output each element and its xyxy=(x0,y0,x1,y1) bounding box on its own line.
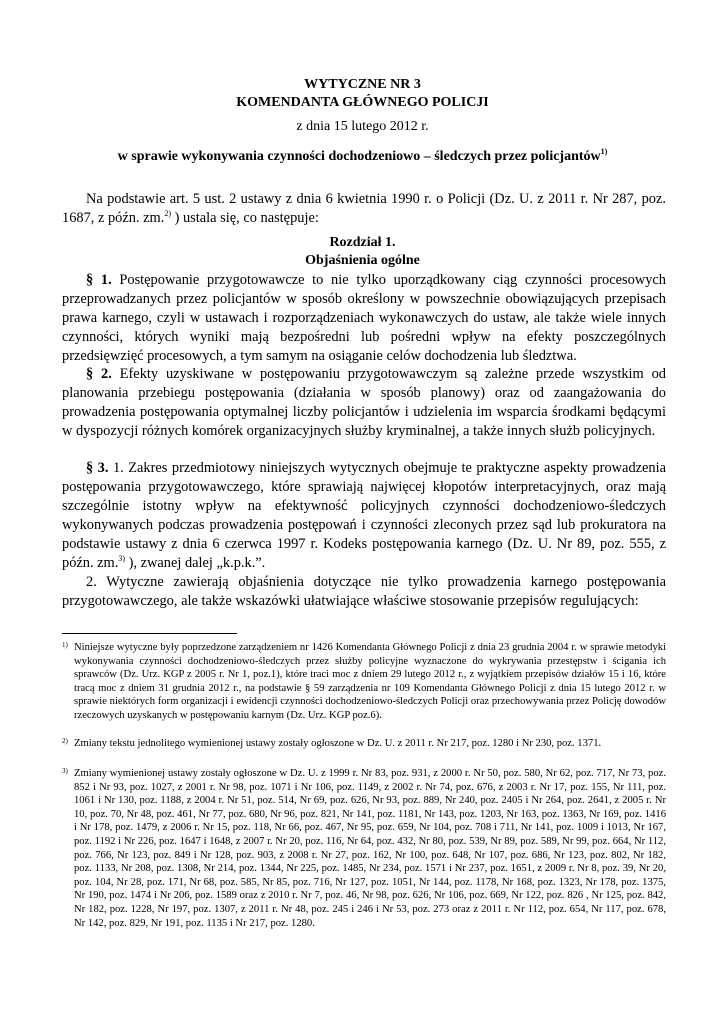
section-3-paragraph-2: 2. Wytyczne zawierają objaśnienia dotyczące nie tylko prowadzenia karnego postępowania przygotowawczego, ale także wskazówki ułatwiające właściwe stosowanie przepisów regulujących: xyxy=(62,574,666,609)
footnote-1-mark: 1) xyxy=(62,641,68,649)
section-1-number: § 1. xyxy=(86,272,112,288)
section-3-number: § 3. xyxy=(86,460,109,476)
chapter-subtitle: Objaśnienia ogólne xyxy=(305,253,420,268)
document-subject: w sprawie wykonywania czynności dochodzeniowo – śledczych przez policjantów$^{1)}$ xyxy=(117,147,608,164)
footnote-3: 3) Zmiany wymienionej ustawy zostały ogłoszone w Dz. U. z 1999 r. Nr 83, poz. 931, z 2000 r. Nr 50, poz. 580, Nr 62, poz. 717, Nr 73, poz. 852 i Nr 93, poz. 1027, z 2001 r. Nr 98, poz. 1071 i Nr 106, poz. 1149, z 2002 r. Nr 74, poz. 676, z 2003 r. Nr 17, poz. 155, Nr 111, poz. 1061 i Nr 130, poz. 1188, z 2004 r. Nr 51, poz. 514, Nr 69, poz. 626, Nr 93, poz. 889, Nr 240, poz. 2405 i Nr 264, poz. 2641, z 2005 r. Nr 10, poz. 70, Nr 48, poz. 461, Nr 77, poz. 680, Nr 96, poz. 821, Nr 141, poz. 1181, Nr 143, poz. 1203, Nr 163, poz. 1363, Nr 169, poz. 1416 i Nr 178, poz. 1479, z 2006 r. Nr 15, poz. 118, Nr 66, poz. 467, Nr 95, poz. 659, Nr 104, poz. 708 i 711, Nr 141, poz. 1009 i 1013, Nr 167, poz. 1192 i Nr 226, poz. 1647 i 1648, z 2007 r. Nr 20, poz. 116, Nr 64, poz. 432, Nr 80, poz. 539, Nr 89, poz. 589, Nr 99, poz. 664, Nr 112, poz. 766, Nr 123, poz. 849 i Nr 128, poz. 903, z 2008 r. Nr 27, poz. 162, Nr 100, poz. 648, Nr 107, poz. 686, Nr 123, poz. 802, Nr 182, poz. 1133, Nr 208, poz. 1308, Nr 214, poz. 1344, Nr 225, poz. 1485, Nr 234, poz. 1571 i Nr 237, poz. 1651, z 2009 r. Nr 8, poz. 39, Nr 20, poz. 104, Nr 28, poz. 171, Nr 68, poz. 585, Nr 85, poz. 716, Nr 127, poz. 1051, Nr 144, poz. 1178, Nr 168, poz. 1323, Nr 178, poz. 1375, Nr 190, poz. 1474 i Nr 206, poz. 1589 oraz z 2010 r. Nr 7, poz. 46, Nr 98, poz. 626, Nr 106, poz. 669, Nr 122, poz. 826 , Nr 125, poz. 842, Nr 182, poz. 1228, Nr 197, poz. 1307, z 2011 r. Nr 48, poz. 245 i 246 i Nr 53, poz. 273 oraz z 2011 r. Nr 112, poz. 654, Nr 117, poz. 678, Nr 142, poz. 829, Nr 191, poz. 1135 i Nr 217, poz. 1280. xyxy=(62,767,666,929)
title-line-2: KOMENDANTA GŁÓWNEGO POLICJI xyxy=(236,95,489,110)
section-3: § 3. 1. Zakres przedmiotowy niniejszych wytycznych obejmuje te praktyczne aspekty prowadzenia postępowania przygotowawczego, które sprawiają najwięcej kłopotów interpretacyjnych, oraz mają szczególnie istotny wpływ na efektywność policyjnych czynności dochodzeniowo-śledczych wykonywanych podczas prowadzenia postępowań i czynności zleconych przez sąd lub prokuratora na podstawie ustawy z dnia 6 czerwca 1997 r. Kodeks postępowania karnego (Dz. U. Nr 89, poz. 555, z późn. zm.$^{3)}$ ), zwanej dalej „k.p.k.”. xyxy=(62,460,666,571)
footnote-2-mark: 2) xyxy=(62,737,68,745)
document-date: z dnia 15 lutego 2012 r. xyxy=(296,119,429,134)
section-2-number: § 2. xyxy=(86,366,112,382)
preamble: Na podstawie art. 5 ust. 2 ustawy z dnia 6 kwietnia 1990 r. o Policji (Dz. U. z 2011 r. Nr 287, poz. 1687, z późn. zm.$^{2)}$ ) ustala się, co następuje: xyxy=(62,191,666,226)
footnote-ref-1[interactable]: 1) xyxy=(600,147,608,156)
footnote-divider xyxy=(62,633,237,634)
title-line-1: WYTYCZNE NR 3 xyxy=(304,77,421,92)
section-2: § 2. Efekty uzyskiwane w postępowaniu przygotowawczym są zależne przede wszystkim od planowania przebiegu postępowania (działania w sposób planowy) oraz od zaangażowania do prowadzenia postępowania optymalnej liczby policjantów i udzielenia im wsparcia środkami będącymi w dyspozycji różnych komórek organizacyjnych służby kryminalnej, a także innych służb policyjnych. xyxy=(62,366,667,439)
chapter-title: Rozdział 1. xyxy=(329,235,396,250)
footnote-ref-3[interactable]: 3) xyxy=(118,554,126,563)
section-1: § 1. Postępowanie przygotowawcze to nie tylko uporządkowany ciąg czynności procesowych przeprowadzanych przez policjantów w sposób określony w powszechnie obowiązujących przepisach prawa karnego, czyli w ustawach i rozporządzeniach wykonawczych do ustaw, ale także wiele innych czynności, których wyniki mają bezpośredni lub pośredni wpływ na efekty poszczególnych przedsięwzięć procesowych, a tym samym na osiąganie celów dochodzenia lub śledztwa. xyxy=(62,272,666,364)
footnote-3-mark: 3) xyxy=(62,767,68,775)
footnote-1: 1) Niniejsze wytyczne były poprzedzone zarządzeniem nr 1426 Komendanta Głównego Policji z dnia 23 grudnia 2004 r. w sprawie metodyki wykonywania czynności dochodzeniowo-śledczych przez służby policyjne wyznaczone do wykrywania przestępstw i ścigania ich sprawców (Dz. Urz. KGP z 2005 r. Nr 1, poz.1), które traci moc z dniem 29 lutego 2012 r., z wyjątkiem przepisów działów 15 i 16, które tracą moc z dniem 31 grudnia 2012 r., na podstawie § 59 zarządzenia nr 109 Komendanta Głównego Policji z dnia 15 lutego 2012 r. w sprawie niektórych form organizacji i ewidencji czynności dochodzeniowo-śledczych Policji oraz przechowywania przez Policję dowodów rzeczowych uzyskanych w postępowaniu karnym (Dz. Urz. KGP poz.6). xyxy=(62,641,666,721)
footnote-2: 2) Zmiany tekstu jednolitego wymienionej ustawy zostały ogłoszone w Dz. U. z 2011 r. Nr 217, poz. 1280 i Nr 230, poz. 1371. xyxy=(62,737,602,749)
footnote-ref-2[interactable]: 2) xyxy=(164,209,171,218)
